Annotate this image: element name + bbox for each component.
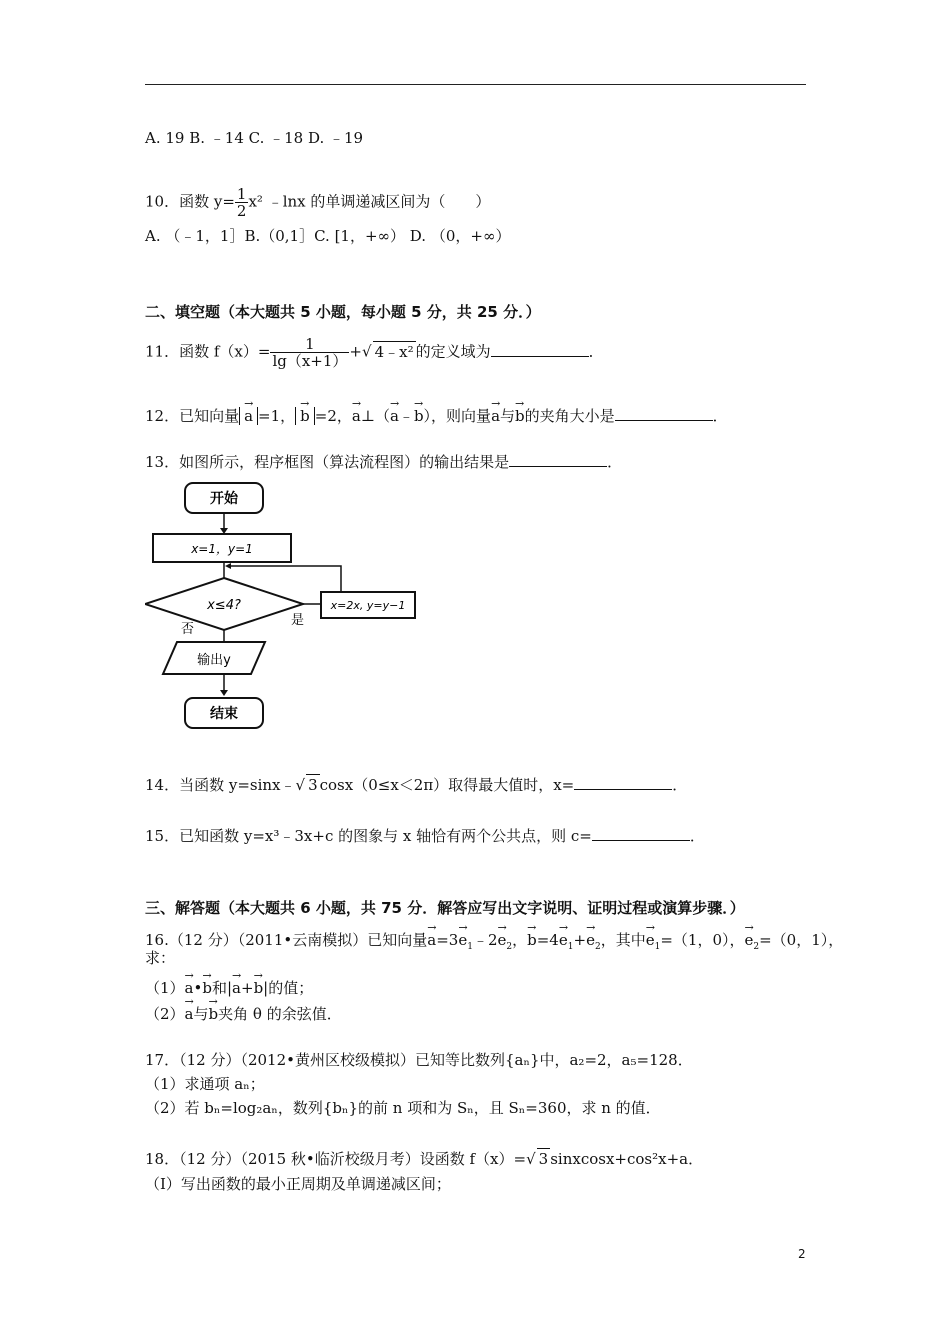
q17-line3: （2）若 bₙ=log₂aₙ，数列{bₙ}的前 n 项和为 Sₙ，且 Sₙ=360，求 n 的值．	[145, 1099, 661, 1117]
q10-fraction: $\frac{1}{2}$	[236, 185, 247, 220]
q14-answer-blank[interactable]	[574, 775, 672, 790]
q17-line2: （1）求通项 aₙ；	[145, 1075, 265, 1093]
flow-yes-label: 是	[291, 613, 305, 628]
q16-part2: （2）→ a与→ b夹角 θ 的余弦值．	[145, 998, 342, 1024]
q9-options: A. 19 B. ﹣14 C. ﹣18 D. ﹣19	[145, 129, 364, 147]
q14-stem: 14．当函数 y=sinx﹣√ 3 cosx（0≤x＜2π）取得最大值时，x= ．	[145, 776, 688, 794]
q11-stem: 11．函数 f（x）= $\frac{1}{\lg(x+1)}$ +√ 4﹣x² 的定义域为 ．	[145, 335, 604, 370]
q11-prefix: 11．函数 f（x）=	[145, 342, 271, 361]
q10-suffix: x² ﹣lnx 的单调递减区间为（ ）	[248, 192, 491, 211]
flow-output-label: 输出y	[197, 653, 231, 668]
q11-sqrt: 4﹣x²	[374, 342, 414, 361]
q13-stem: 13．如图所示，程序框图（算法流程图）的输出结果是 ．	[145, 453, 623, 471]
q10-stem	[145, 186, 490, 219]
flow-start-label: 开始	[210, 491, 238, 507]
q16-line2: 求：	[145, 949, 176, 967]
q11-answer-blank[interactable]	[491, 342, 589, 357]
header-rule	[145, 84, 806, 85]
flow-cond-label: x≤4?	[207, 598, 241, 613]
q16-line1: 16.（12 分）（2011•云南模拟）已知向量→ $a=3\to e_1﹣2\to e_2$，→ $b=4\to e_1+\to e_2$，其中→ $e_1=(1$，0），→ $e_2=(0$，1），	[145, 924, 843, 957]
flow-end-label: 结束	[210, 706, 238, 722]
q11-fraction: $\frac{1}{\lg(x+1)}$	[272, 335, 348, 370]
flowchart	[145, 478, 425, 738]
q10-options: A. （﹣1，1］B.（0,1］C. [1，+∞） D. （0，+∞）	[145, 227, 511, 245]
q15-stem: 15．已知函数 y=x³﹣3x+c 的图象与 x 轴恰有两个公共点，则 c= ．	[145, 827, 705, 845]
q17-line1: 17．（12 分）（2012•黄州区校级模拟）已知等比数列{aₙ}中，a₂=2，a₅=128．	[145, 1051, 693, 1069]
q18-line1: 18．（12 分）（2015 秋•临沂校级月考）设函数 f（x）=√ 3 sinxcosx+cos²x+a．	[145, 1150, 704, 1168]
q12-stem: 12．已知向量→ a =1，→ b =2，→ a⊥（→ a﹣→ b），则向量→ a与→ b的夹角大小是 ．	[145, 400, 728, 426]
flow-no-label: 否	[181, 622, 195, 637]
flow-loop-label: x=2x, y=y−1	[330, 599, 406, 612]
q15-answer-blank[interactable]	[592, 826, 690, 841]
q10-prefix: 10．函数 y=	[145, 192, 235, 211]
q16-part1: （1）→ a•→ b和|→ a+→ b|的值；	[145, 972, 313, 998]
page-number: 2	[798, 1247, 806, 1261]
section2-title: 二、填空题（本大题共 5 小题，每小题 5 分，共 25 分．）	[145, 303, 541, 321]
q12-answer-blank[interactable]	[615, 406, 713, 421]
flow-init-label: x=1，y=1	[191, 542, 253, 556]
q13-answer-blank[interactable]	[509, 452, 607, 467]
section3-title: 三、解答题（本大题共 6 小题，共 75 分．解答应写出文字说明、证明过程或演算步骤．）	[145, 899, 745, 917]
q18-line2: （Ⅰ）写出函数的最小正周期及单调递减区间；	[145, 1175, 451, 1193]
